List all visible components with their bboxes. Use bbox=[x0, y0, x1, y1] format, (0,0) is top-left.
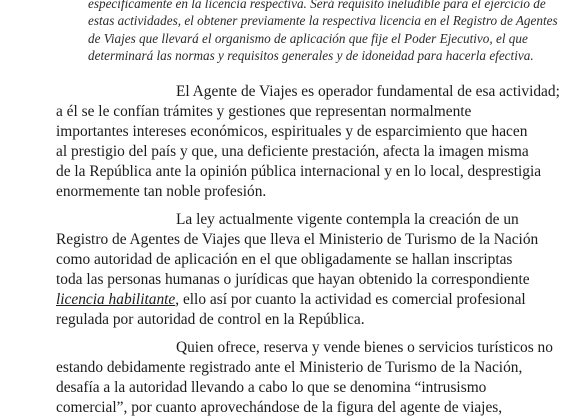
intro-line-2: estas actividades, el obtener previamente la respectiva licencia en el Registro de Agentes bbox=[88, 13, 558, 28]
para1-line-4: al prestigio del país y que, una deficiente prestación, afecta la imagen misma bbox=[56, 143, 529, 160]
para3-line-2: estando debidamente registrado ante el Ministerio de Turismo de la Nación, bbox=[56, 359, 523, 376]
para2-line-5-rest: , ello así por cuanto la actividad es comercial profesional bbox=[175, 291, 526, 308]
para2-line-4: toda las personas humanas o jurídicas que hayan obtenido la correspondiente bbox=[56, 271, 530, 288]
intro-line-4: determinará las normas y requisitos generales y de idoneidad para hacerla efectiva. bbox=[88, 48, 534, 63]
para3-line-3: desafía a la autoridad llevando a cabo lo que se denomina “intrusismo bbox=[56, 379, 487, 396]
licencia-habilitante-emphasis: licencia habilitante bbox=[56, 291, 176, 308]
para2-line-2: Registro de Agentes de Viajes que lleva el Ministerio de Turismo de la Nación bbox=[56, 231, 539, 248]
para2-line-6: regulada por autoridad de control en la República. bbox=[56, 311, 365, 328]
para1-line-2: a él se le confían trámites y gestiones que representan normalmente bbox=[56, 103, 472, 120]
para1-line-3: importantes intereses económicos, espirituales y de esparcimiento que hacen bbox=[56, 123, 528, 140]
para2-line-5 bbox=[56, 292, 526, 307]
para1-line-6: enormemente tan noble profesión. bbox=[56, 183, 267, 200]
para2-line-1: La ley actualmente vigente contempla la creación de un bbox=[176, 211, 519, 228]
para1-line-1: El Agente de Viajes es operador fundamental de esa actividad; bbox=[176, 83, 560, 100]
intro-line-3: de Viajes que llevará el organismo de aplicación que fije el Poder Ejecutivo, el que bbox=[88, 31, 528, 46]
para2-line-3: como autoridad de aplicación en el que obligadamente se hallan inscriptas bbox=[56, 251, 513, 268]
para3-line-4: comercial”, por cuanto aprovechándose de la figura del agente de viajes, bbox=[56, 399, 503, 416]
intro-line-1: específicamente en la licencia respectiva. Será requisito ineludible para el ejercicio de bbox=[88, 0, 546, 11]
para3-line-1: Quien ofrece, reserva y vende bienes o servicios turísticos no bbox=[176, 339, 553, 356]
para1-line-5: de la República ante la opinión pública internacional y en lo local, desprestigia bbox=[56, 163, 542, 180]
